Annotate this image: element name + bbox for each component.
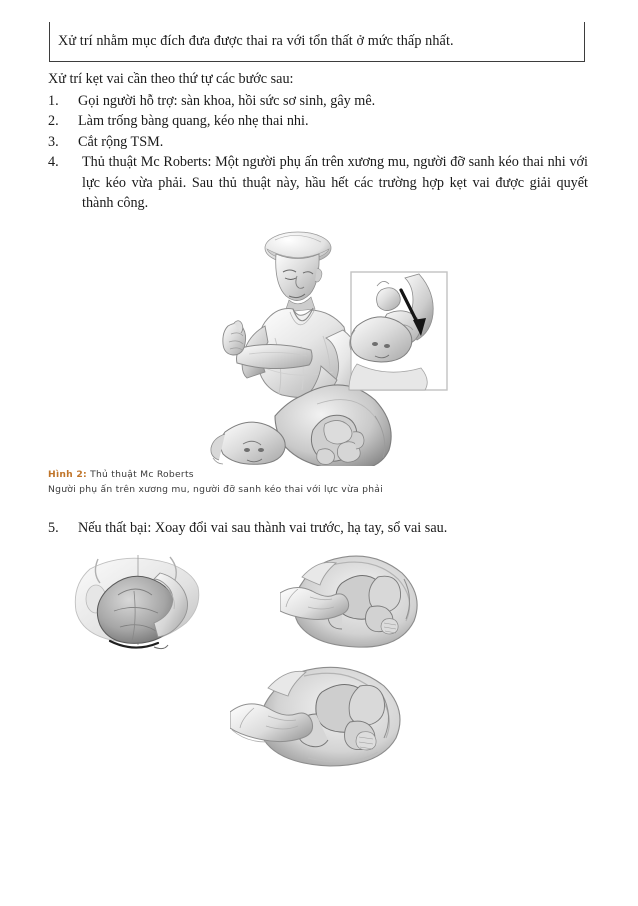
list-item-text: Làm trống bàng quang, kéo nhẹ thai nhi. [78,113,309,130]
list-item-number: 3. [48,133,59,150]
list-item [48,91,588,111]
list-item-number: 4. [48,154,59,171]
figure-subtitle: Người phụ ấn trên xương mu, người đỡ sanh kéo thai với lực vừa phải [48,483,383,495]
list-item [48,152,588,213]
list-item [48,518,588,538]
suprapubic-pressure-inset [349,272,447,390]
figure-caption-line-1 [48,468,488,483]
list-item-number: 1. [48,93,59,109]
shoulder-rotation-figure-group [60,545,560,775]
steps-list [48,91,588,214]
posterior-shoulder-rotation-illustration [280,545,432,657]
list-item [48,111,588,131]
mc-roberts-maneuver-illustration [205,218,450,466]
callout-text: Xử trí nhằm mục đích đưa được thai ra với tổn thất ở mức thấp nhất. [58,32,454,49]
intro-paragraph: Xử trí kẹt vai cần theo thứ tự các bước sau: [48,71,294,87]
list-item-number: 5. [48,520,59,536]
fetal-head-delivery-illustration [74,549,226,667]
list-item-text: Cắt rộng TSM. [78,133,164,150]
list-item-text: Thủ thuật Mc Roberts: Một người phụ ấn trên xương mu, người đỡ sanh kéo thai nhi với lực kéo vừa phải. Sau thủ thuật này, hầu hết các trường hợp kẹt vai được giải quyết thành công. [82,154,588,212]
steps-list-continued [48,518,588,538]
list-item-text: Gọi người hỗ trợ: sàn khoa, hồi sức sơ sinh, gây mê. [78,93,376,109]
callout-box [49,22,585,62]
list-item-text: Nếu thất bại: Xoay đổi vai sau thành vai trước, hạ tay, sổ vai sau. [78,520,448,536]
figure-caption [48,468,488,498]
figure-title: Thủ thuật Mc Roberts [86,469,194,480]
list-item [48,132,588,152]
list-item-number: 2. [48,113,59,130]
posterior-arm-delivery-illustration [230,658,415,773]
figure-label: Hình 2: [48,469,87,480]
